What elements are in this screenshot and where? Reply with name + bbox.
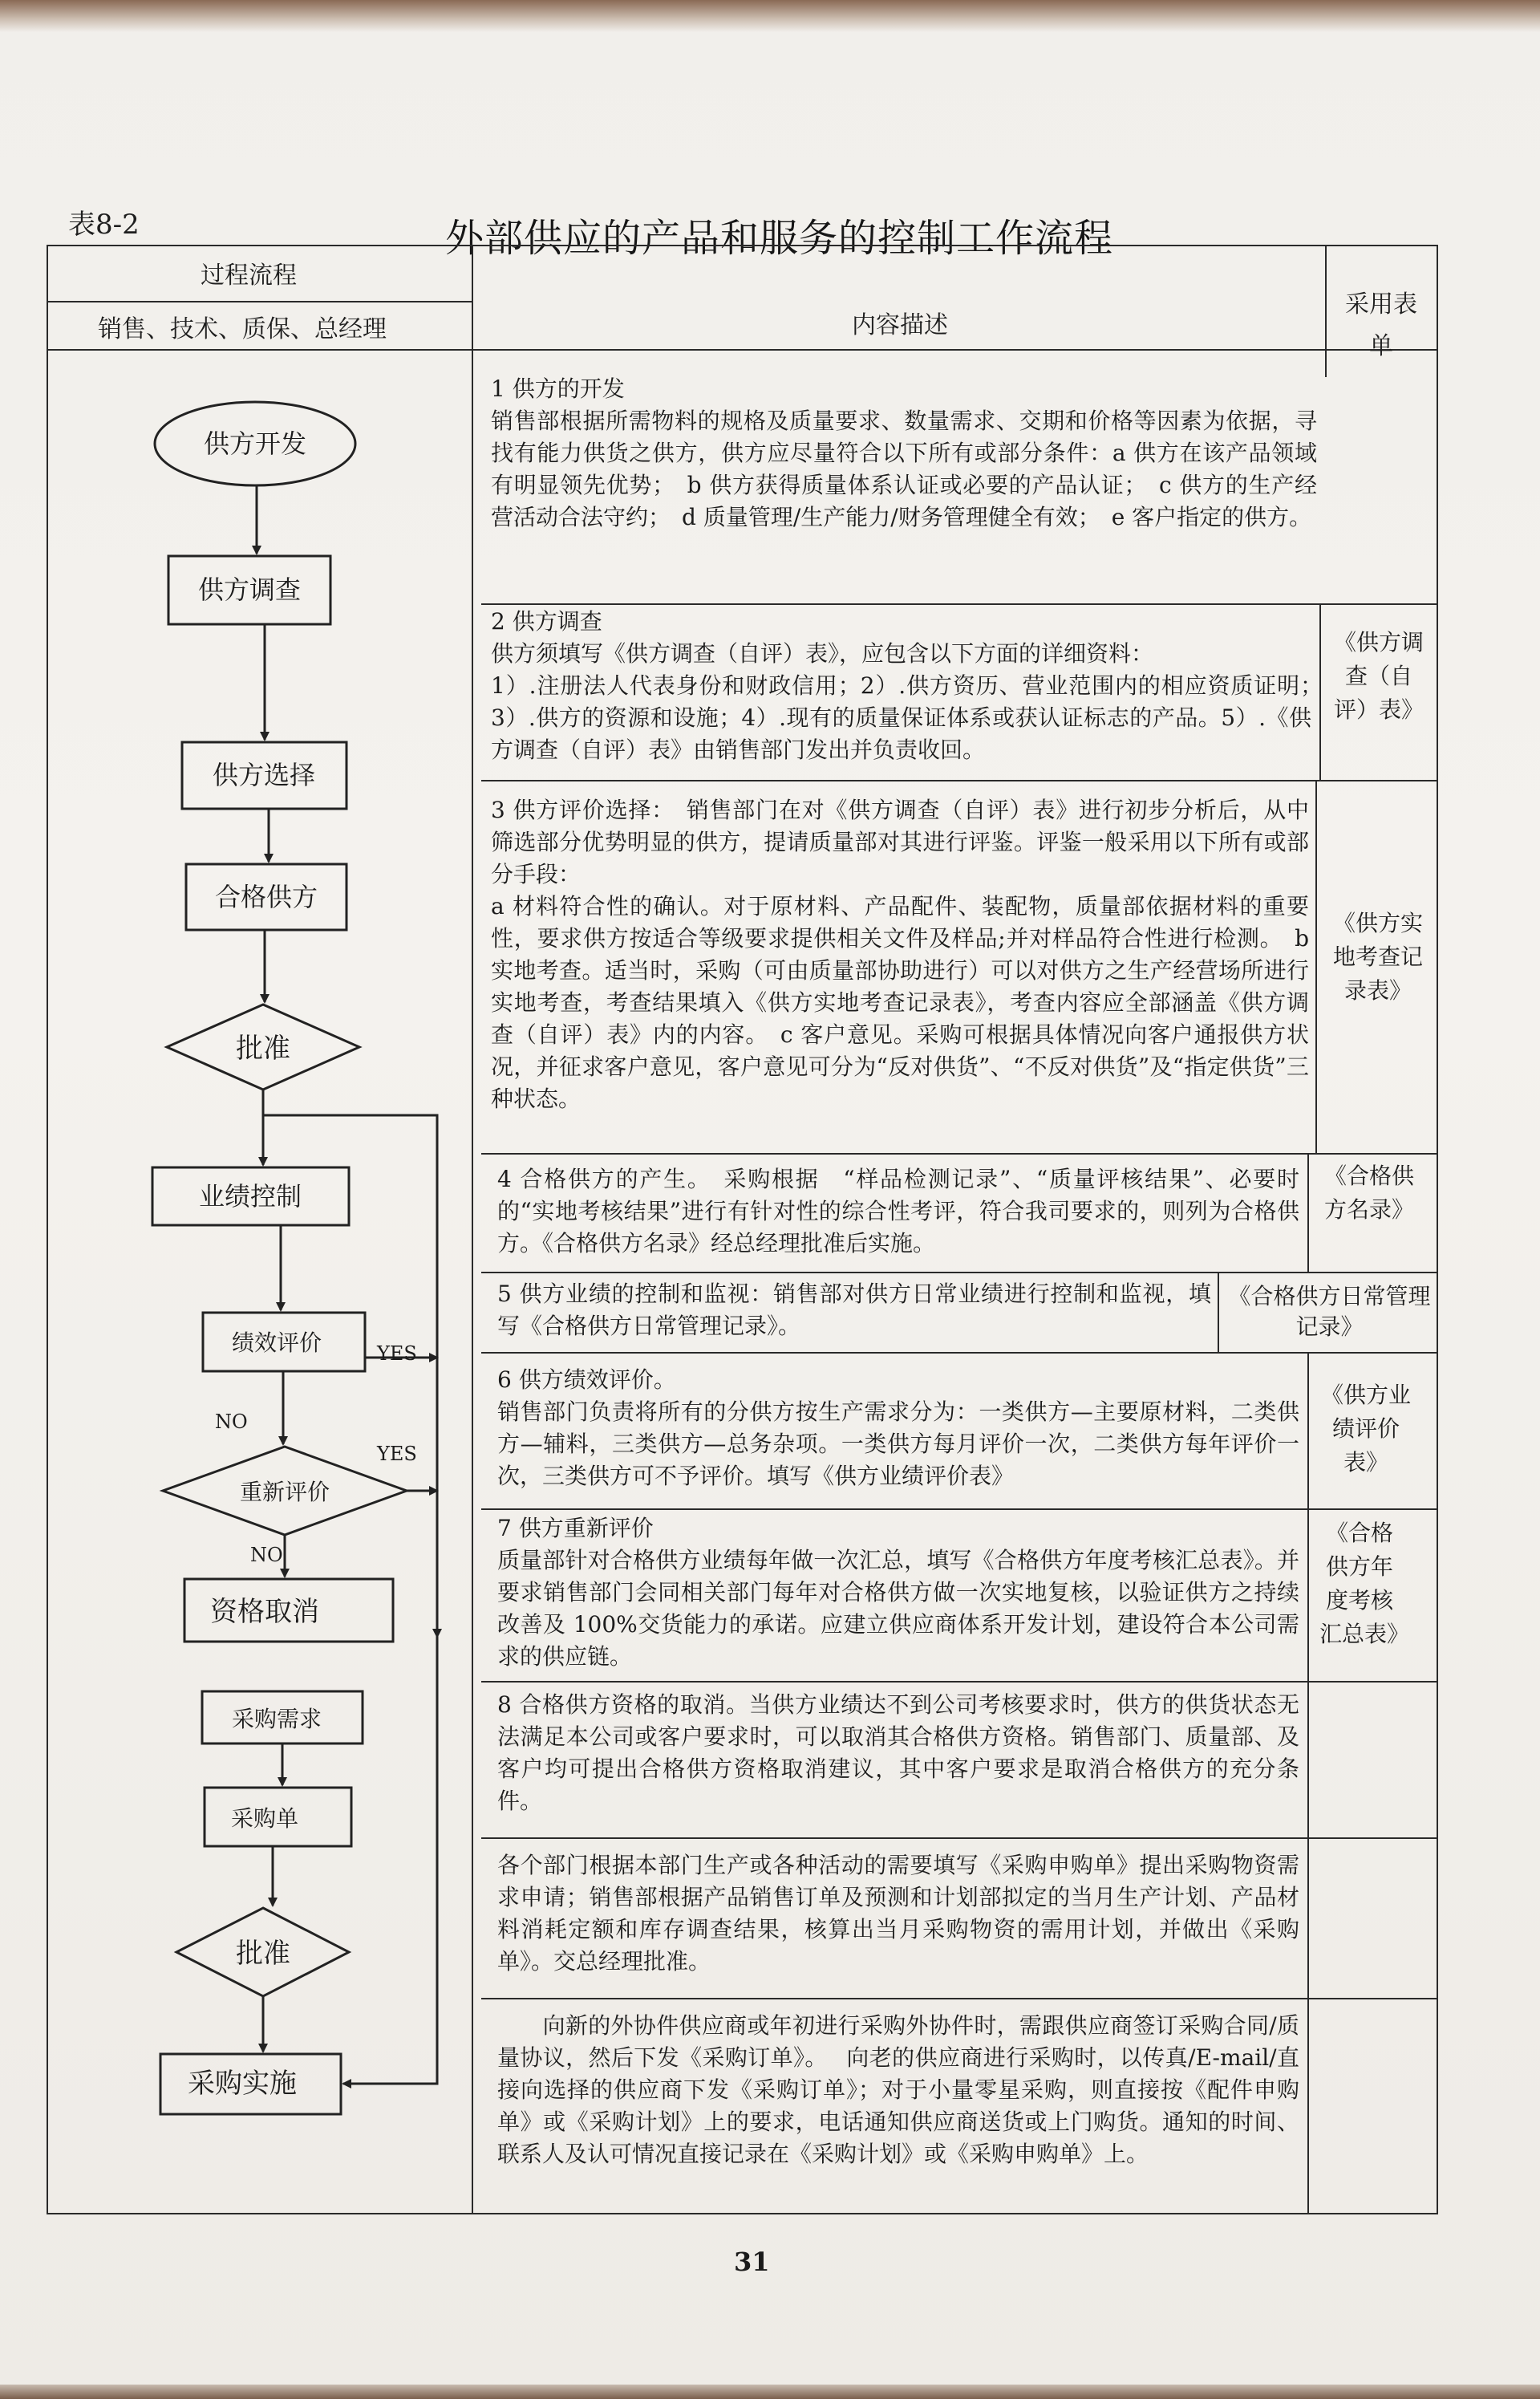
row-1-text: 1 供方的开发 销售部根据所需物料的规格及质量要求、数量需求、交期和价格等因素为依据，寻找有能力供货之供方，供方应尽量符合以下所有或部分条件：a 供方在该产品领域有明显领先优势； b 供方获得质量体系认证或必要的产品认证； c 供方的生产经营活动合法守约； d 质量管理/生产能力/财务管理健全有效； e 客户指定的供方。 — [491, 375, 1317, 530]
header-roles: 销售、技术、质保、总经理 — [98, 315, 387, 343]
yes-label-reeval: YES — [377, 1443, 417, 1465]
row-7-form: 《合格供方年度考核汇总表》 — [1319, 1520, 1410, 1647]
reevaluate-node: 重新评价 — [239, 1479, 330, 1505]
purchase-need-node: 采购需求 — [231, 1706, 322, 1732]
row-6-text: 6 供方绩效评价。 销售部门负责将所有的分供方按生产需求分为：一类供方—主要原材料，二类供方—辅料，三类供方—总务杂项。一类供方每月评价一次，二类供方每年评价一次，三类供方可不予评价。填写《供方业绩评价表》 — [497, 1366, 1299, 1489]
approve2-node: 批准 — [236, 1938, 290, 1970]
row-3-form: 《供方实地考查记录表》 — [1332, 910, 1423, 1004]
row-4-text: 4 合格供方的产生。 采购根据 “样品检测记录”、“质量评核结果”、必要时的“实地考核结果”进行有针对性的综合性考评，符合我司要求的，则列为合格供方。《合格供方名录》经总经理批准后实施。 — [497, 1166, 1299, 1256]
row-7-text: 7 供方重新评价 质量部针对合格供方业绩每年做一次汇总，填写《合格供方年度考核汇总表》。并要求销售部门会同相关部门每年对合格供方做一次实地复核，以验证供方之持续改善及 100%交货能力的承诺。应建立供应商体系开发计划，建设符合本公司需求的供应链。 — [497, 1515, 1299, 1670]
header-description: 内容描述 — [852, 311, 948, 339]
approve1-node: 批准 — [236, 1033, 290, 1065]
no-label-eval: NO — [215, 1411, 248, 1433]
performance-control-node: 业绩控制 — [198, 1181, 302, 1212]
qualified-node: 合格供方 — [214, 882, 318, 912]
row-2-text: 2 供方调查 供方须填写《供方调查（自评）表》，应包含以下方面的详细资料： 1）.注册法人代表身份和财政信用；2）.供方资历、营业范围内的相应资质证明； 3）.供方的资源和设施；4）.现有的质量保证体系或获认证标志的产品。5）.《供方调查（自评）表》由销售部门发出并负责收回。 — [491, 608, 1311, 763]
row-4-form: 《合格供方名录》 — [1323, 1163, 1414, 1223]
page-title: 外部供应的产品和服务的控制工作流程 — [445, 216, 1114, 261]
no-label-reeval: NO — [250, 1544, 283, 1566]
table-label: 表8-2 — [68, 209, 140, 241]
cancel-node: 资格取消 — [210, 1596, 319, 1628]
performance-eval-node: 绩效评价 — [231, 1329, 322, 1356]
select-node: 供方选择 — [212, 760, 316, 790]
page-number: 31 — [734, 2247, 770, 2277]
loop-arrow-exec — [343, 1637, 437, 2084]
row-6-form: 《供方业绩评价表》 — [1320, 1382, 1411, 1476]
survey-node: 供方调查 — [197, 574, 302, 605]
row-2-form: 《供方调查（自评）表》 — [1333, 629, 1424, 723]
header-forms: 采用表单 — [1345, 290, 1417, 360]
row-10-text: 向新的外协件供应商或年初进行采购外协件时，需跟供应商签订采购合同/质量协议，然后下发《采购订单》。 向老的供应商进行采购时，以传真/E-mail/直接向选择的供应商下发《采购订单》；对于小量零星采购，则直接按《配件申购单》或《采购计划》上的要求，电话通知供应商送货或上门购货。通知的时间、联系人及认可情况直接记录在《采购计划》或《采购申购单》上。 — [497, 2012, 1299, 2167]
yes-label-eval: YES — [377, 1342, 417, 1365]
row-5-form: 《合格供方日常管理记录》 — [1228, 1283, 1431, 1340]
purchase-exec-node: 采购实施 — [188, 2068, 297, 2100]
row-8-text: 8 合格供方资格的取消。当供方业绩达不到公司考核要求时，供方的供货状态无法满足本公司或客户要求时，可以取消其合格供方资格。销售部门、质量部、及客户均可提出合格供方资格取消建议，其中客户要求是取消合格供方的充分条件。 — [497, 1691, 1299, 1814]
header-process: 过程流程 — [201, 262, 297, 290]
row-9-text: 各个部门根据本部门生产或各种活动的需要填写《采购申购单》提出采购物资需求申请；销售部根据产品销售订单及预测和计划部拟定的当月生产计划、产品材料消耗定额和库存调查结果，核算出当月采购物资的需用计划，并做出《采购单》。交总经理批准。 — [497, 1852, 1299, 1975]
start-node: 供方开发 — [203, 428, 307, 459]
row-5-text: 5 供方业绩的控制和监视：销售部对供方日常业绩进行控制和监视，填写《合格供方日常管理记录》。 — [497, 1281, 1211, 1339]
row-3-text: 3 供方评价选择： 销售部门在对《供方调查（自评）表》进行初步分析后，从中筛选部分优势明显的供方，提请质量部对其进行评鉴。评鉴一般采用以下所有或部分手段： a 材料符合性的确认。对于原材料、产品配件、装配物，质量部依据材料的重要性，要求供方按适合等级要求提供相关文件及样品;并对样品符合性进行检测。 b 实地考查。适当时，采购（可由质量部协助进行）可以对供方之生产经营场所进行实地考查，考查结果填入《供方实地考查记录表》，考查内容应全部涵盖《供方调查（自评）表》内的内容。 c 客户意见。采购可根据具体情况向客户通报供方状况，并征求客户意见，客户意见可分为“反对供货”、“不反对供货”及“指定供货”三种状态。 — [491, 797, 1309, 1112]
purchase-order-node: 采购单 — [230, 1805, 299, 1832]
